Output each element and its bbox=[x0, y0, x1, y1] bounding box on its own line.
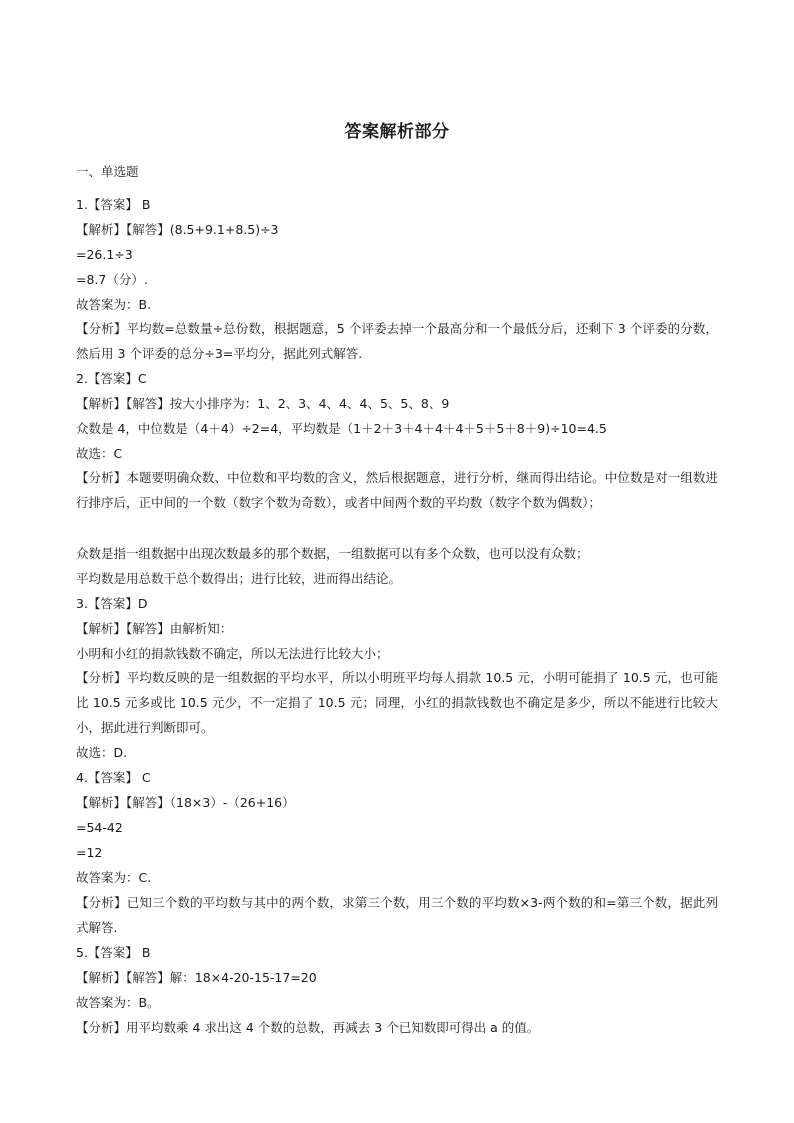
q2-analysis: 【分析】本题要明确众数、中位数和平均数的含义，然后根据题意，进行分析，继而得出结论。中位数是对一组数进行排序后，正中间的一个数（数字个数为奇数），或者中间两个数的平均数（数字个数为偶数）； bbox=[76, 470, 718, 510]
q2-solution: 【解析】【解答】按大小排序为：1、2、3、4、4、4、5、5、8、9 bbox=[76, 396, 450, 411]
q5-conclusion: 故答案为：B。 bbox=[76, 995, 160, 1010]
q1-step-2: =8.7（分）. bbox=[76, 272, 148, 287]
q3-solution: 【解析】【解答】由解析知： bbox=[76, 621, 233, 636]
q4-conclusion: 故答案为：C. bbox=[76, 870, 152, 885]
q4-step-2: =12 bbox=[76, 845, 103, 860]
page-title: 答案解析部分 bbox=[344, 122, 450, 142]
q3-conclusion: 故选：D. bbox=[76, 745, 128, 760]
q4-solution: 【解析】【解答】（18×3）-（26+16） bbox=[76, 795, 295, 810]
q1-analysis: 【分析】平均数=总数量÷总份数，根据题意，5 个评委去掉一个最高分和一个最低分后，还剩下 3 个评委的分数，然后用 3 个评委的总分÷3=平均分，据此列式解答. bbox=[76, 321, 718, 361]
q2-step-1: 众数是 4，中位数是（4＋4）÷2=4，平均数是（1＋2＋3＋4＋4＋4＋5＋5＋8＋9)÷10=4.5 bbox=[76, 421, 607, 436]
q3-step-1: 小明和小红的捐款钱数不确定，所以无法进行比较大小； bbox=[76, 646, 389, 661]
q4-step-1: =54-42 bbox=[76, 820, 123, 835]
q2-conclusion: 故选：C bbox=[76, 446, 123, 461]
q1-conclusion: 故答案为：B. bbox=[76, 297, 152, 312]
q1-step-1: =26.1÷3 bbox=[76, 247, 133, 262]
q2-analysis-mean: 平均数是用总数干总个数得出；进行比较，进而得出结论。 bbox=[76, 571, 402, 586]
q5-solution: 【解析】【解答】解：18×4-20-15-17=20 bbox=[76, 970, 317, 985]
q5-answer: 5.【答案】 B bbox=[76, 945, 151, 960]
q3-analysis: 【分析】平均数反映的是一组数据的平均水平，所以小明班平均每人捐款 10.5 元，小明可能捐了 10.5 元，也可能比 10.5 元多或比 10.5 元少，不一定捐了 10.5 元；同理，小红的捐款钱数也不确定是多少，所以不能进行比较大小，据此进行判断即可。 bbox=[76, 670, 718, 735]
q5-analysis: 【分析】用平均数乘 4 求出这 4 个数的总数，再减去 3 个已知数即可得出 a 的值。 bbox=[76, 1020, 540, 1035]
q4-answer: 4.【答案】 C bbox=[76, 770, 151, 785]
q4-analysis: 【分析】已知三个数的平均数与其中的两个数，求第三个数，用三个数的平均数×3-两个数的和=第三个数，据此列式解答. bbox=[76, 895, 718, 935]
q3-answer: 3.【答案】D bbox=[76, 596, 148, 611]
section-heading: 一、单选题 bbox=[76, 164, 139, 179]
q1-answer: 1.【答案】 B bbox=[76, 197, 151, 212]
q2-analysis-mode: 众数是指一组数据中出现次数最多的那个数据，一组数据可以有多个众数，也可以没有众数； bbox=[76, 546, 589, 561]
q2-answer: 2.【答案】C bbox=[76, 371, 147, 386]
q1-solution: 【解析】【解答】(8.5+9.1+8.5)÷3 bbox=[76, 222, 279, 237]
